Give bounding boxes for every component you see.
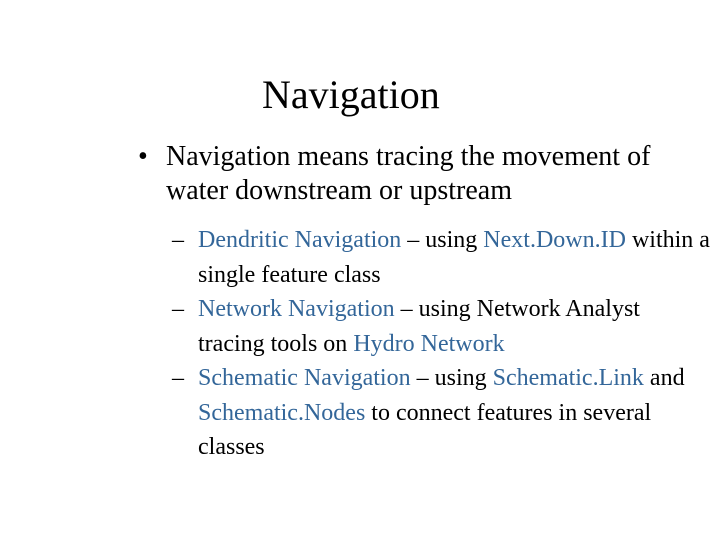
sub-bullet-list: [172, 223, 712, 465]
ref-hydro-network: Hydro Network: [353, 330, 505, 357]
term-schematic-navigation: Schematic Navigation: [198, 365, 411, 391]
sub-bullet-network: [172, 292, 712, 361]
ref-schematic-link: Schematic.Link: [492, 365, 644, 391]
sub-text: – using: [401, 227, 484, 253]
bullet-marker: •: [138, 141, 148, 172]
sub-text: – using Network Analyst tracing tools on: [198, 296, 640, 357]
slide-title: Navigation: [262, 72, 440, 117]
sub-bullet-dendritic: [172, 223, 712, 292]
dash-marker: –: [172, 227, 184, 253]
sub-bullet-schematic: [172, 361, 712, 465]
sub-text: within a single feature class: [198, 227, 710, 288]
sub-text: – using: [410, 365, 493, 391]
ref-next-down-id: Next.Down.ID: [483, 227, 626, 253]
ref-schematic-nodes: Schematic.Nodes: [198, 399, 366, 426]
main-bullet-text: Navigation means tracing the movement of water downstream or upstream: [166, 141, 651, 206]
term-network-navigation: Network Navigation: [198, 296, 395, 322]
dash-marker: –: [172, 296, 184, 322]
sub-text: to connect features in several classes: [198, 399, 652, 460]
term-dendritic-navigation: Dendritic Navigation: [198, 227, 402, 253]
main-bullet: [138, 140, 708, 208]
dash-marker: –: [172, 365, 184, 391]
sub-text: and: [643, 365, 685, 391]
